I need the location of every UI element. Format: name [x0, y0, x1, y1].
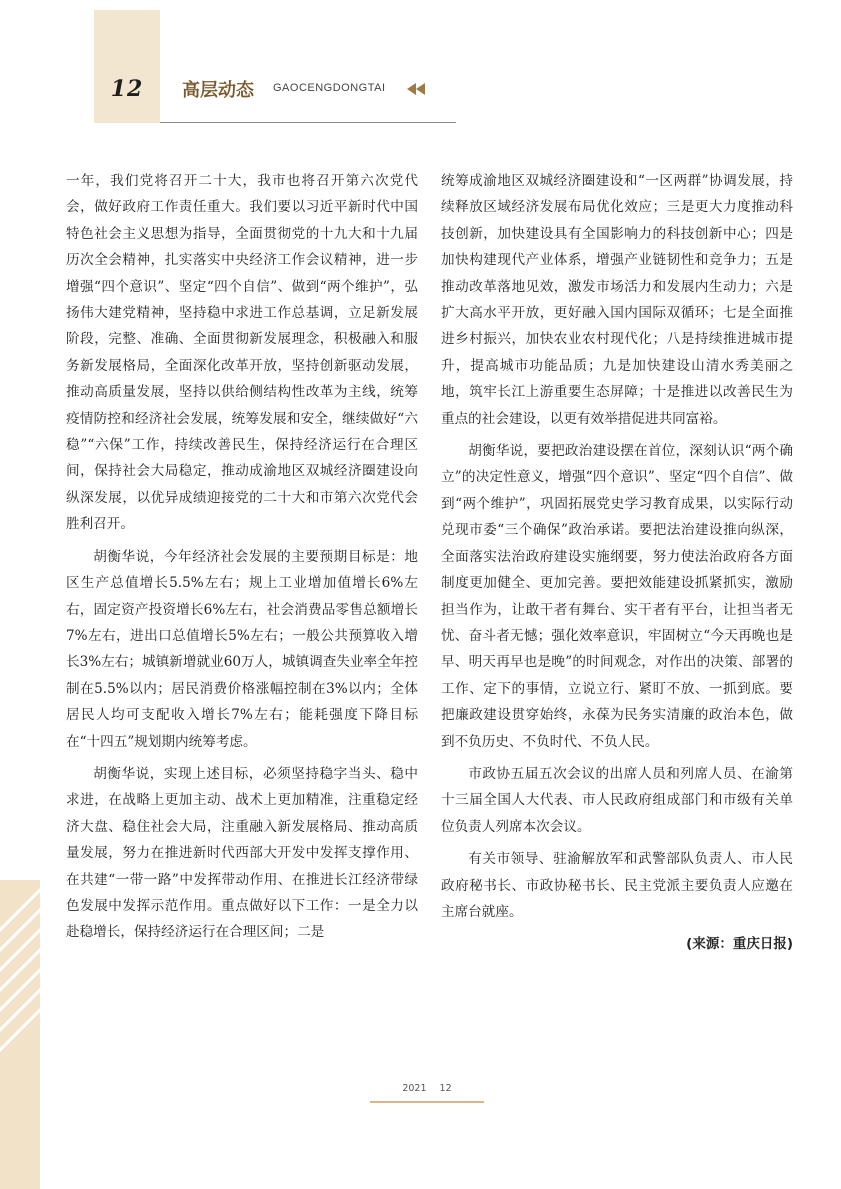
article-paragraph: 统筹成渝地区双城经济圈建设和“一区两群”协调发展，持续释放区域经济发展布局优化效应；三是更大力度推动科技创新，加快建设具有全国影响力的科技创新中心；四是加快构建现代产业体系，增强产业链韧性和竞争力；五是推动改革落地见效，激发市场活力和发展内生动力；六是扩大高水平开放，更好融入国内国际双循环；七是全面推进乡村振兴，加快农业农村现代化；八是持续推进城市提升，提高城市功能品质；九是加快建设山清水秀美丽之地，筑牢长江上游重要生态屏障；十是推进以改善民生为重点的社会建设，以更有效举措促进共同富裕。: [441, 173, 793, 427]
article-paragraph: 胡衡华说，要把政治建设摆在首位，深刻认识“两个确立”的决定性意义，增强“四个意识”、坚定“四个自信”、做到“两个维护”，巩固拓展党史学习教育成果，以实际行动兑现市委“三个确保”政治承诺。要把法治建设推向纵深，全面落实法治政府建设实施纲要，努力使法治政府各方面制度更加健全、更加完善。要把效能建设抓紧抓实，激励担当作为，让敢干者有舞台、实干者有平台，让担当者无忧、奋斗者无憾；强化效率意识，牢固树立“今天再晚也是早、明天再早也是晚”的时间观念，对作出的决策、部署的工作、定下的事情，立说立行、紧盯不放、一抓到底。要把廉政建设贯穿始终，永葆为民务实清廉的政治本色，做到不负历史、不负时代、不负人民。: [441, 443, 793, 750]
article-paragraph: 市政协五届五次会议的出席人员和列席人员、在渝第十三届全国人大代表、市人民政府组成部门和市级有关单位负责人列席本次会议。: [441, 765, 793, 835]
page-number: 12: [110, 76, 144, 102]
footer-issue-label: 2021 12: [402, 1083, 452, 1094]
footer-bar: [370, 1101, 484, 1103]
section-pinyin: GAOCENGDONGTAI: [273, 82, 386, 94]
article-source: (来源：重庆日报): [686, 936, 793, 953]
article-paragraph: 胡衡华说，今年经济社会发展的主要预期目标是：地区生产总值增长5.5%左右；规上工业增加值增长6%左右，固定资产投资增长6%左右，社会消费品零售总额增长7%左右，进出口总值增长5%左右；一般公共预算收入增长3%左右；城镇新增就业60万人，城镇调查失业率全年控制在5.5%以内；居民消费价格涨幅控制在3%以内；全体居民人均可支配收入增长7%左右；能耗强度下降目标在“十四五”规划期内统筹考虑。: [66, 548, 418, 750]
header-divider: [160, 122, 456, 123]
section-title: 高层动态: [182, 80, 254, 101]
article-column-right: [441, 168, 793, 958]
decorative-stripes: [0, 880, 40, 1189]
article-column-left: [66, 168, 418, 952]
article-paragraph: 有关市领导、驻渝解放军和武警部队负责人、市人民政府秘书长、市政协秘书长、民主党派主要负责人应邀在主席台就座。: [441, 851, 793, 920]
article-paragraph: 一年，我们党将召开二十大，我市也将召开第六次党代会，做好政府工作责任重大。我们要以习近平新时代中国特色社会主义思想为指导，全面贯彻党的十九大和十九届历次全会精神，扎实落实中央经济工作会议精神，进一步增强“四个意识”、坚定“四个自信”、做到“两个维护”，弘扬伟大建党精神，坚持稳中求进工作总基调，立足新发展阶段，完整、准确、全面贯彻新发展理念，积极融入和服务新发展格局，全面深化改革开放，坚持创新驱动发展，推动高质量发展，坚持以供给侧结构性改革为主线，统筹疫情防控和经济社会发展，统筹发展和安全，继续做好“六稳”“六保”工作，持续改善民生，保持经济运行在合理区间，保持社会大局稳定，推动成渝地区双城经济圈建设向纵深发展，以优异成绩迎接党的二十大和市第六次党代会胜利召开。: [66, 173, 418, 533]
double-left-arrow-icon: [407, 83, 427, 95]
page-number-tab: [94, 10, 160, 123]
article-paragraph: 胡衡华说，实现上述目标，必须坚持稳字当头、稳中求进，在战略上更加主动、战术上更加精准，注重稳定经济大盘、稳住社会大局，注重融入新发展格局、推动高质量发展，努力在推进新时代西部大开发中发挥支撑作用、在共建“一带一路”中发挥带动作用、在推进长江经济带绿色发展中发挥示范作用。重点做好以下工作：一是全力以赴稳增长，保持经济运行在合理区间；二是: [66, 765, 418, 941]
